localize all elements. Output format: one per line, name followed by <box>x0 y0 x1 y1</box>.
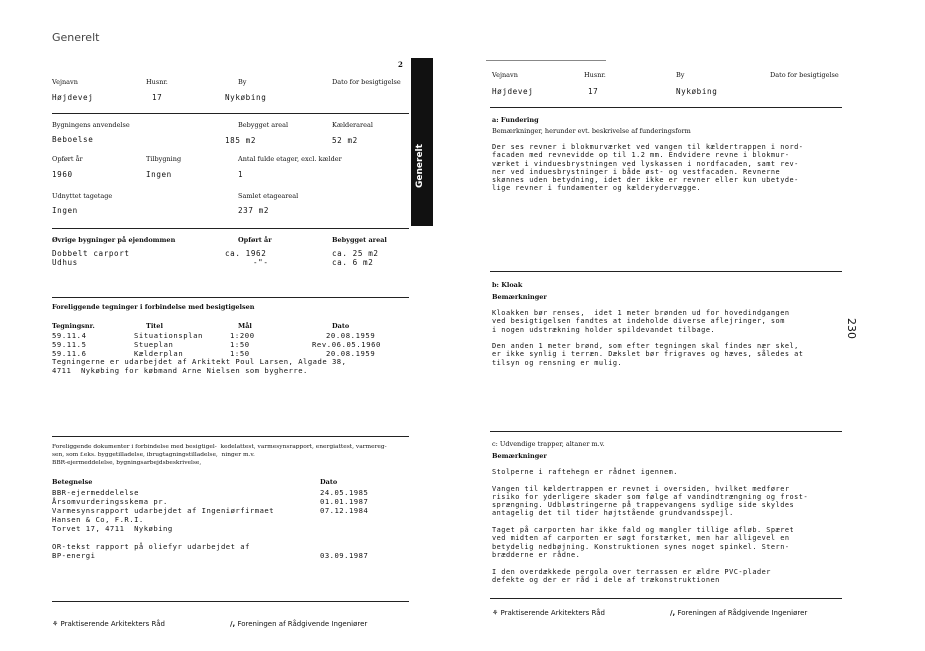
footer-org-1: Praktiserende Arkitekters Råd <box>60 620 165 628</box>
value-tilbygning: Ingen <box>146 170 172 179</box>
section-b-heading: b: Kloak <box>492 281 523 289</box>
section-b-text: Kloakken bør renses, idet 1 meter brønden ud for hovedindgangen ved besigtigelsen fandtes at indeholde diverse aflejringer, som i nogen udstrækning holder spildevandet tilbage. Den anden 1 meter brønd, som efter tegningen skal findes nær skel, er ikke synlig i terræn. Dækslet bør frigraves og hæves, således at tilsyn og rensning er mulig. <box>492 309 804 367</box>
par-logo-icon: ⚘ <box>492 609 499 617</box>
drawings-heading: Foreliggende tegninger i forbindelse med besigtigelsen <box>52 303 255 311</box>
page-number: 2 <box>398 60 403 69</box>
drawing-title: Stueplan <box>134 340 174 349</box>
label-vejnavn: Vejnavn <box>52 78 78 86</box>
divider <box>490 598 842 599</box>
label-maal: Mål <box>238 322 252 330</box>
label-ovrige-opfort: Opført år <box>238 236 272 244</box>
section-b-sub: Bemærkninger <box>492 293 547 301</box>
footer-org-2: Foreningen af Rådgivende Ingeniører <box>677 609 808 617</box>
value-by: Nykøbing <box>676 87 718 96</box>
drawing-title: Situationsplan <box>134 331 203 340</box>
drawing-scale: 1:50 <box>230 340 250 349</box>
other-building-area: ca. 6 m2 <box>332 258 374 267</box>
drawing-date: Rev.06.05.1960 <box>312 340 381 349</box>
margin-page-number: 230 <box>845 318 858 339</box>
divider <box>490 271 842 272</box>
documents-list: BBR-ejermeddelelse Årsomvurderingsskema pr. Varmesynsrapport udarbejdet af Ingeniørfirmaet Hansen & Co, F.R.I. Torvet 17, 4711 Nykøbing OR-tekst rapport på oliefyr udarbejdet af BP-energi <box>52 488 275 560</box>
fri-logo-icon: /, <box>670 609 676 617</box>
divider <box>52 297 409 298</box>
value-husnr: 17 <box>152 93 163 102</box>
label-dato: Dato for besigtigelse <box>332 78 401 86</box>
value-samlet: 237 m2 <box>238 206 270 215</box>
value-kaelder: 52 m2 <box>332 136 358 145</box>
left-page <box>0 0 440 651</box>
footer-par <box>492 609 605 617</box>
section-c-sub: Bemærkninger <box>492 452 547 460</box>
documents-heading: Foreliggende dokumenter i forbindelse med besigtigel- kedelattest, varmesynsrapport, energiattest, varmereg- sen, som f.eks. byggetilladelse, ibrugtagningstilladelse, ninger m.v. BBR-ejermeddelelse, bygningsarbejdsbeskrivelse, <box>52 444 387 466</box>
section-c-text: Stolperne i raftehegn er rådnet igennem. Vangen til kældertrappen er revnet i oversiden, hvilket medfører risiko for yderligere skader som følge af vandindtrængning og frost- sprængning. Udbløstringerne på trappevangens sydlige side skyldes antagelig det til tider højtstående grundvandsspejl. Taget på carporten har ikke fald og mangler tillige afløb. Spæret ved midten af carporten er søgt forstærket, men har alligevel en betydelig nedbøjning. Konstruktionen synes noget spinkel. Stern- brædderne er rådne. I den overdækkede pergola over terrassen er ældre PVC-plader defekte og der er råd i dele af trækonstruktionen <box>492 468 809 584</box>
label-kaelder: Kælderareal <box>332 121 373 129</box>
divider <box>490 431 842 432</box>
label-anvendelse: Bygningens anvendelse <box>52 121 130 129</box>
divider <box>52 601 409 602</box>
label-husnr: Husnr. <box>146 78 168 86</box>
documents-dates: 24.05.1985 01.01.1987 07.12.1984 03.09.1987 <box>320 488 369 560</box>
section-tab <box>411 58 433 226</box>
other-building-name: Dobbelt carport <box>52 249 130 258</box>
label-husnr: Husnr. <box>584 71 606 79</box>
label-titel: Titel <box>146 322 163 330</box>
section-a-text: Der ses revner i blokmurværket ved vangen til kældertrappen i nord- facaden med revnevidde op til 1.2 mm. Endvidere revne i blokmur- værket i vinduesbrystningen ved lyskassen i nordfacaden, samt rev- ner ved induesbrystninger i både øst- og vestfacaden. Revnerne skønnes uden betydning, idet der ikke er revner eller kun ubetyde- lige revner i fundamenter og kælderydervægge. <box>492 143 804 193</box>
par-logo-icon: ⚘ <box>52 620 59 628</box>
other-building-year: -"- <box>253 258 269 267</box>
value-udnyttet: Ingen <box>52 206 78 215</box>
other-building-year: ca. 1962 <box>225 249 267 258</box>
footer-fri <box>230 620 367 628</box>
footer-par <box>52 620 165 628</box>
label-opfort: Opført år <box>52 155 83 163</box>
label-samlet: Samlet etageareal <box>238 192 299 200</box>
drawing-nr: 59.11.6 <box>52 349 87 358</box>
label-ovrige-areal: Bebygget areal <box>332 236 387 244</box>
label-tegningsnr: Tegningsnr. <box>52 322 95 330</box>
divider <box>52 436 409 437</box>
section-tab-label: Generelt <box>415 144 425 188</box>
section-a-sub: Bemærkninger, herunder evt. beskrivelse af funderingsform <box>492 127 691 135</box>
label-udnyttet: Udnyttet tagetage <box>52 192 113 200</box>
label-betegnelse: Betegnelse <box>52 478 93 486</box>
value-husnr: 17 <box>588 87 599 96</box>
label-etager: Antal fulde etager, excl. kælder <box>238 155 342 163</box>
drawing-nr: 59.11.4 <box>52 331 87 340</box>
value-anvendelse: Beboelse <box>52 135 94 144</box>
other-building-area: ca. 25 m2 <box>332 249 379 258</box>
label-ovrige: Øvrige bygninger på ejendommen <box>52 236 176 244</box>
divider <box>490 107 842 108</box>
label-bebygget: Bebygget areal <box>238 121 289 129</box>
cut-off-title <box>486 54 606 61</box>
value-vejnavn: Højdevej <box>52 93 94 102</box>
page-title: Generelt <box>52 31 100 44</box>
section-a-heading: a: Fundering <box>492 116 539 124</box>
drawing-scale: 1:200 <box>230 331 255 340</box>
value-vejnavn: Højdevej <box>492 87 534 96</box>
label-dato: Dato for besigtigelse <box>770 71 839 79</box>
label-vejnavn: Vejnavn <box>492 71 518 79</box>
value-bebygget: 185 m2 <box>225 136 257 145</box>
section-c-heading: c: Udvendige trapper, altaner m.v. <box>492 440 605 448</box>
label-tegning-dato: Dato <box>332 322 350 330</box>
footer-fri <box>670 609 807 617</box>
drawing-date: 20.08.1959 <box>326 331 376 340</box>
label-by: By <box>238 78 247 86</box>
value-by: Nykøbing <box>225 93 267 102</box>
fri-logo-icon: /, <box>230 620 236 628</box>
drawing-date: 20.08.1959 <box>326 349 376 358</box>
divider <box>52 228 409 229</box>
drawing-scale: 1:50 <box>230 349 250 358</box>
drawing-title: Kælderplan <box>134 349 184 358</box>
label-dokument-dato: Dato <box>320 478 338 486</box>
footer-org-2: Foreningen af Rådgivende Ingeniører <box>237 620 368 628</box>
label-by: By <box>676 71 685 79</box>
value-opfort: 1960 <box>52 170 73 179</box>
value-etager: 1 <box>238 170 244 179</box>
drawing-nr: 59.11.5 <box>52 340 87 349</box>
drawings-note: Tegningerne er udarbejdet af Arkitekt Poul Larsen, Algade 38, 4711 Nykøbing for købmand Arne Nielsen som bygherre. <box>52 357 347 375</box>
label-tilbygning: Tilbygning <box>146 155 182 163</box>
divider <box>52 113 409 114</box>
other-building-name: Udhus <box>52 258 78 267</box>
footer-org-1: Praktiserende Arkitekters Råd <box>500 609 605 617</box>
